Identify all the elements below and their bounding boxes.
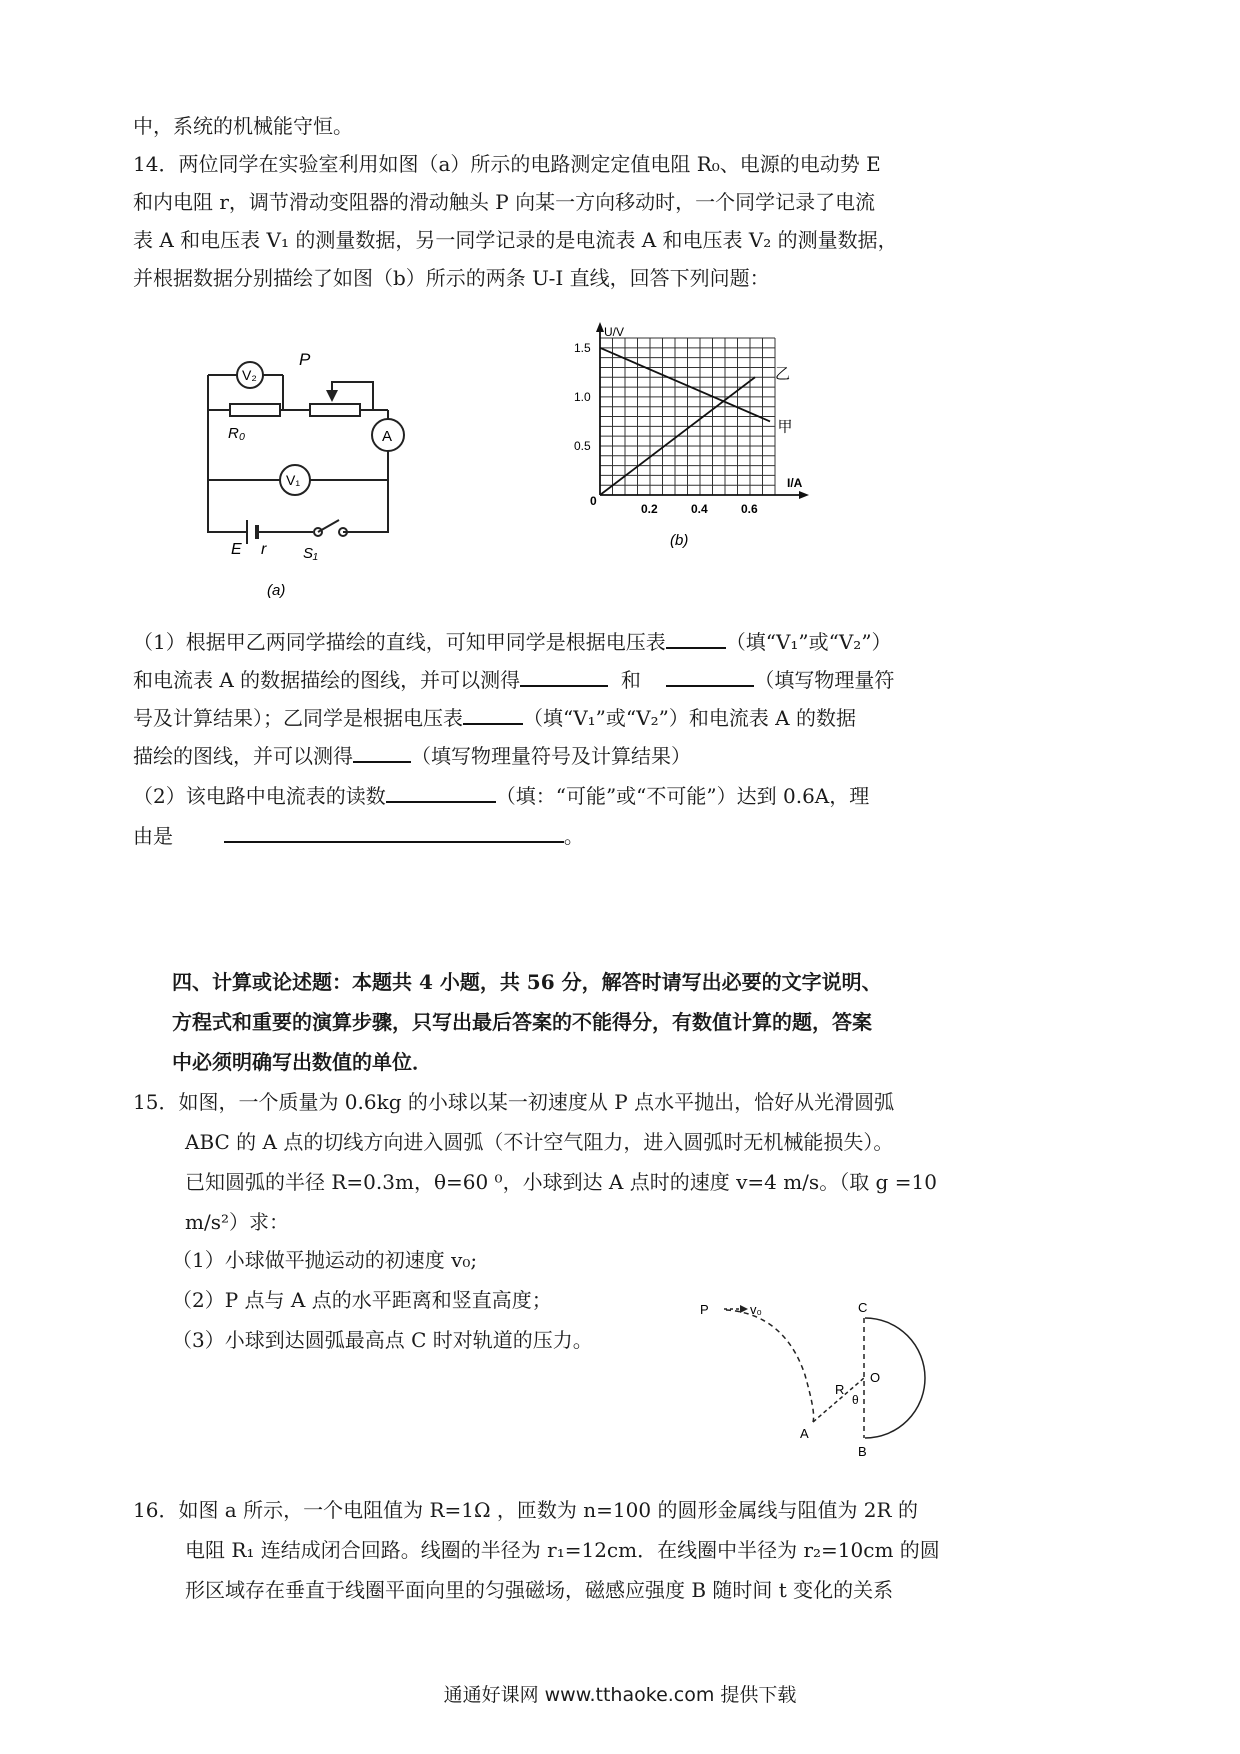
radius-r-label: R	[835, 1382, 845, 1397]
answer-blank-4[interactable]	[463, 705, 523, 725]
x-axis-arrow	[799, 491, 809, 499]
chart-labels	[574, 325, 803, 549]
v2-label: V₂	[242, 367, 257, 383]
x-tick-label: 0.4	[691, 502, 708, 516]
point-c-label: C	[858, 1300, 868, 1315]
q15-line-4: m/s²）求：	[185, 1210, 289, 1234]
q2-text-b: （填：“可能”或“不可能”）达到 0.6A，理	[495, 784, 870, 808]
q2-text-c: 由是	[133, 824, 173, 848]
q16-line-1: 16．如图 a 所示，一个电阻值为 R=1Ω ，匝数为 n=100 的圆形金属线与阻值为 2R 的	[133, 1498, 918, 1522]
switch-label: S₁	[303, 545, 318, 562]
section-4-line-2: 方程式和重要的演算步骤，只写出最后答案的不能得分，有数值计算的题，答案	[172, 1010, 872, 1034]
y-axis-arrow	[596, 322, 604, 332]
q15-line-2: ABC 的 A 点的切线方向进入圆弧（不计空气阻力，进入圆弧时无机械能损失）。	[185, 1130, 894, 1154]
q15-sub-2: （2）P 点与 A 点的水平距离和竖直高度；	[172, 1288, 552, 1312]
chart-axes	[596, 322, 809, 499]
slider-p-label: P	[299, 350, 311, 369]
q15-sub-3: （3）小球到达圆弧最高点 C 时对轨道的压力。	[172, 1328, 593, 1352]
y-tick-label: 1.0	[574, 389, 591, 404]
v1-label: V₁	[286, 472, 301, 488]
circuit-diagram	[195, 340, 485, 605]
answer-blank-1[interactable]	[666, 629, 726, 649]
q2-text-a: （2）该电路中电流表的读数	[133, 784, 386, 808]
q1-text-f: 号及计算结果）；乙同学是根据电压表	[133, 706, 463, 730]
q1-text-h: 描绘的图线，并可以测得	[133, 744, 353, 768]
emf-label: E	[231, 541, 242, 558]
q1-line-3	[133, 704, 856, 732]
q1-line-1	[133, 628, 892, 656]
q1-text-b: （填“V₁”或“V₂”）	[725, 630, 892, 654]
section-4-line-1: 四、计算或论述题：本题共 4 小题，共 56 分，解答时请写出必要的文字说明、	[172, 970, 882, 994]
x-axis-label: I/A	[787, 476, 803, 490]
q15-sub-1: （1）小球做平抛运动的初速度 v₀;	[172, 1248, 478, 1272]
point-b-label: B	[858, 1444, 867, 1459]
figure-a-caption: (a)	[267, 582, 286, 599]
arc-diagram	[690, 1290, 950, 1475]
x-tick-label: 0.6	[741, 502, 758, 516]
point-a-label: A	[800, 1426, 809, 1441]
theta-label: θ	[852, 1393, 859, 1407]
section-4-line-3: 中必须明确写出数值的单位．	[172, 1050, 432, 1074]
ammeter-label: A	[382, 428, 393, 445]
q2-text-d: 。	[563, 824, 584, 848]
point-p-label: P	[700, 1302, 709, 1317]
x-tick-label: 0.2	[641, 502, 658, 516]
y-axis-label: U/V	[604, 325, 625, 339]
y-tick-label: 1.5	[574, 340, 591, 355]
q1-text-e: （填写物理量符	[754, 668, 895, 692]
chart-grid	[600, 338, 775, 495]
v0-label: v₀	[750, 1302, 762, 1317]
q1-line-2	[133, 666, 894, 694]
q1-text-i: （填写物理量符号及计算结果）	[411, 744, 691, 768]
y-tick-label: 0.5	[574, 438, 591, 453]
q1-line-4	[133, 742, 691, 770]
q1-text-d: 和	[620, 668, 641, 692]
q1-text-g: （填“V₁”或“V₂”）和电流表 A 的数据	[523, 706, 856, 730]
text-line: 中，系统的机械能守恒。	[133, 114, 353, 138]
answer-blank-3[interactable]	[666, 667, 754, 687]
series-label: 乙	[775, 365, 791, 383]
q14-line-1: 14．两位同学在实验室利用如图（a）所示的电路测定定值电阻 R₀、电源的电动势 E	[133, 152, 881, 176]
series-label: 甲	[777, 418, 793, 436]
q2-line-1	[133, 782, 869, 810]
q15-line-3: 已知圆弧的半径 R=0.3m，θ=60 ⁰，小球到达 A 点时的速度 v=4 m/s。（取 g =10	[185, 1170, 937, 1194]
r0-label: R₀	[228, 425, 246, 442]
figure-b-caption: (b)	[670, 532, 689, 549]
q1-text-a: （1）根据甲乙两同学描绘的直线，可知甲同学是根据电压表	[133, 630, 666, 654]
q14-line-4: 并根据数据分别描绘了如图（b）所示的两条 U-I 直线，回答下列问题：	[133, 266, 770, 290]
ui-chart	[560, 325, 860, 605]
answer-blank-6[interactable]	[386, 783, 496, 803]
center-o-label: O	[870, 1370, 881, 1385]
q16-line-2: 电阻 R₁ 连结成闭合回路。线圈的半径为 r₁=12cm．在线圈中半径为 r₂=10cm 的圆	[185, 1538, 940, 1562]
q14-line-2: 和内电阻 r，调节滑动变阻器的滑动触头 P 向某一方向移动时，一个同学记录了电流	[133, 190, 876, 214]
q14-line-3: 表 A 和电压表 V₁ 的测量数据，另一同学记录的是电流表 A 和电压表 V₂ 的测量数据，	[133, 228, 898, 252]
answer-blank-7[interactable]	[224, 823, 564, 843]
answer-blank-5[interactable]	[353, 743, 411, 763]
q1-text-c: 和电流表 A 的数据描绘的图线，并可以测得	[133, 668, 521, 692]
q15-line-1: 15．如图，一个质量为 0.6kg 的小球以某一初速度从 P 点水平抛出，恰好从光滑圆弧	[133, 1090, 895, 1114]
answer-blank-2[interactable]	[520, 667, 608, 687]
q16-line-3: 形区域存在垂直于线圈平面向里的匀强磁场，磁感应强度 B 随时间 t 变化的关系	[185, 1578, 894, 1602]
q2-line-2	[133, 822, 584, 850]
internal-r-label: r	[261, 541, 267, 558]
origin-label: 0	[590, 494, 597, 508]
page-footer: 通通好课网 www.tthaoke.com 提供下载	[443, 1684, 797, 1706]
